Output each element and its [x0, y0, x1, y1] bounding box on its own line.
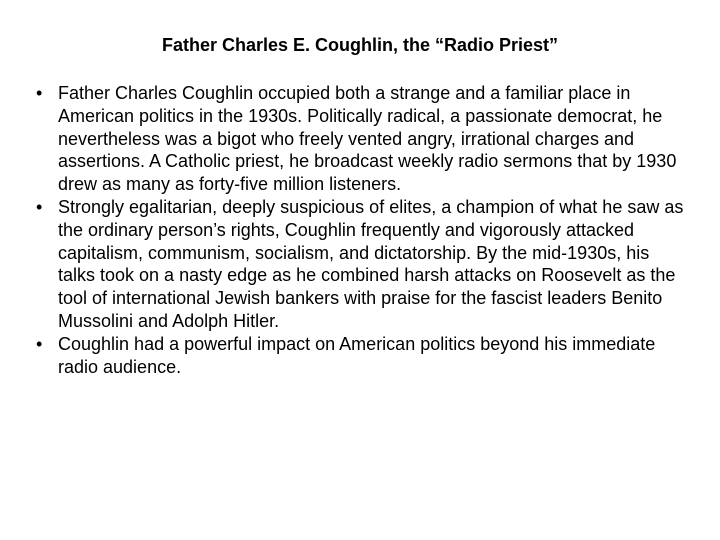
bullet-list: [36, 82, 688, 378]
bullet-marker: •: [36, 333, 43, 354]
bullet-item: [36, 333, 688, 379]
bullet-text: Father Charles Coughlin occupied both a strange and a familiar place in American politics in the 1930s. Politically radical, a passionate democrat, he nevertheless was a bigot who freely vented angry, irrational charges and assertions. A Catholic priest, he broadcast weekly radio sermons that by 1930 drew as many as forty-five million listeners.: [58, 83, 677, 195]
bullet-text: Strongly egalitarian, deeply suspicious of elites, a champion of what he saw as the ordinary person’s rights, Coughlin frequently and vigorously attacked capitalism, communism, socialism, and dictatorship. By the mid-1930s, his talks took on a nasty edge as he combined harsh attacks on Roosevelt as the tool of international Jewish bankers with praise for the fascist leaders Benito Mussolini and Adolph Hitler.: [58, 196, 684, 331]
bullet-text: Coughlin had a powerful impact on American politics beyond his immediate radio audience.: [58, 333, 656, 377]
slide-title: Father Charles E. Coughlin, the “Radio Priest”: [161, 35, 559, 55]
bullet-marker: •: [36, 196, 43, 217]
bullet-marker: •: [36, 83, 43, 103]
bullet-item: [36, 196, 688, 333]
bullet-item: [36, 82, 688, 196]
